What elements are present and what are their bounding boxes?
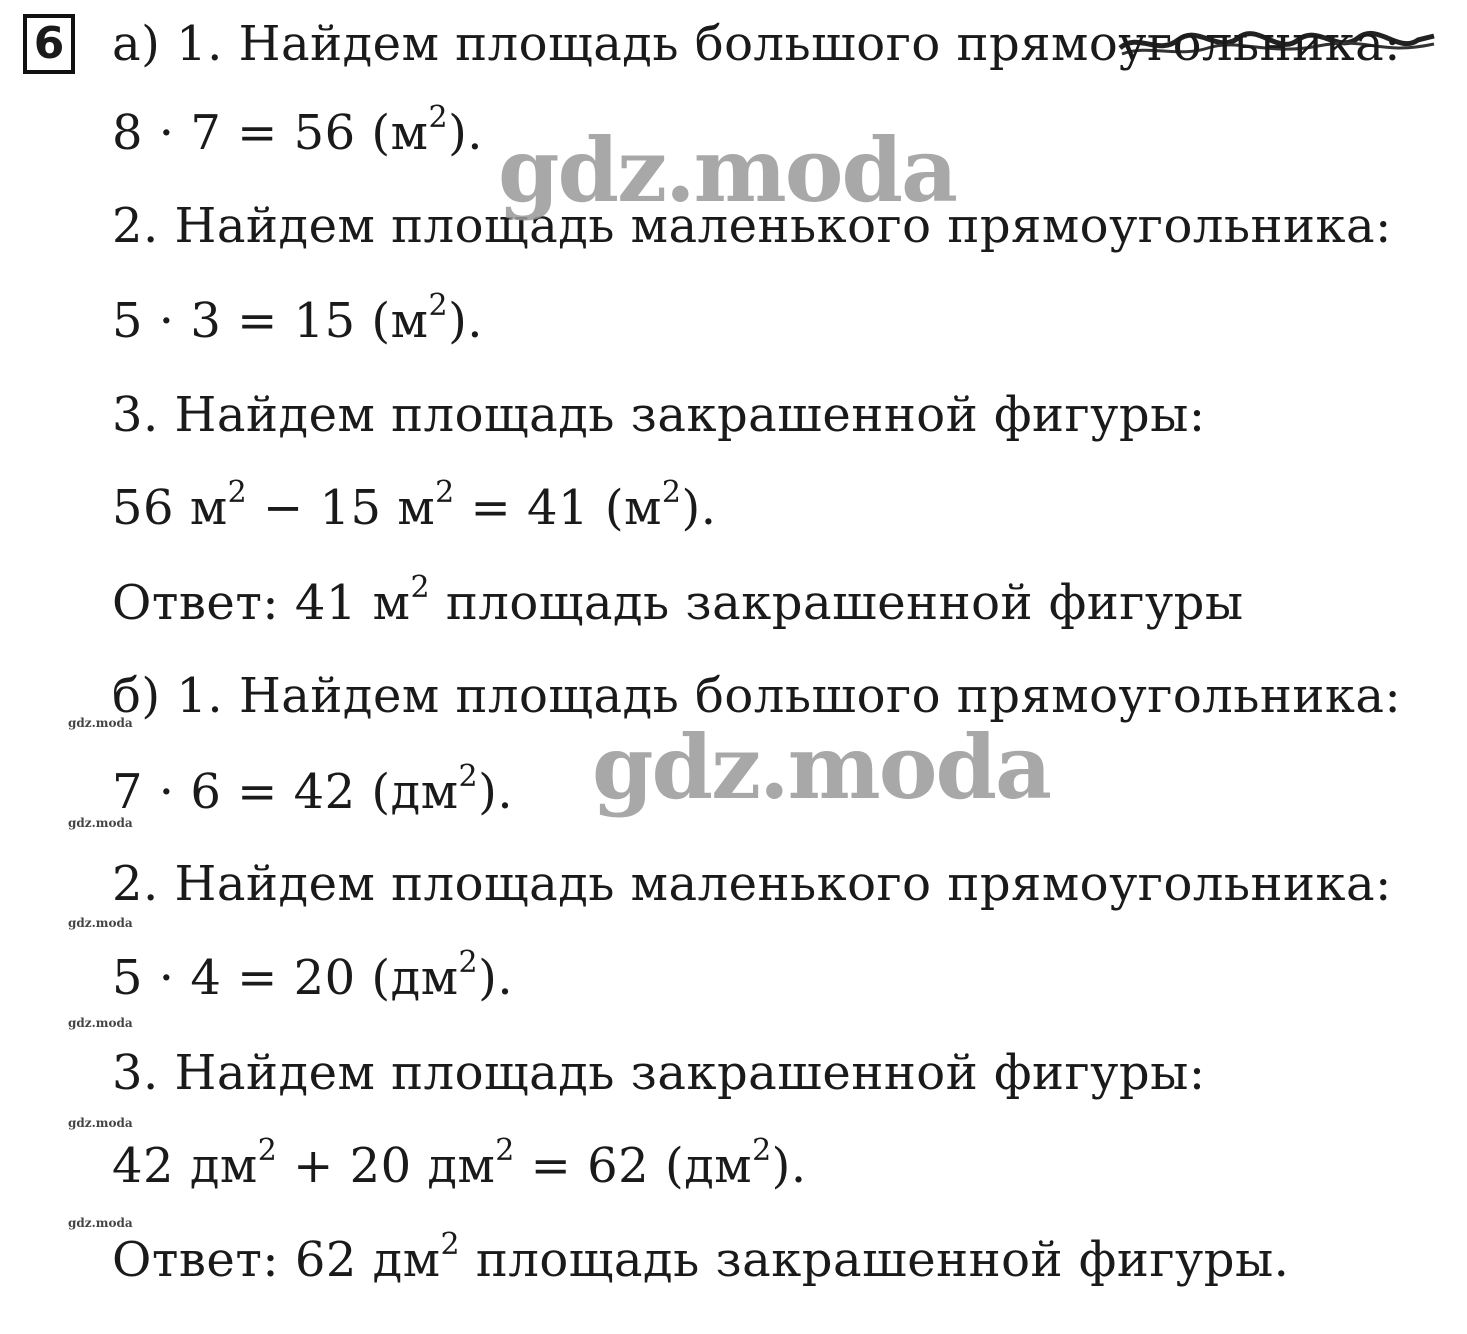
line-text: ).: [771, 1138, 807, 1194]
line-text: + 20 дм: [277, 1138, 496, 1194]
superscript: 2: [661, 475, 682, 510]
superscript: 2: [428, 288, 449, 323]
superscript: 2: [435, 475, 455, 510]
line-text: ).: [478, 950, 514, 1006]
solution-line: [112, 14, 1401, 74]
superscript: 2: [257, 1133, 278, 1168]
solution-line: [112, 854, 1392, 914]
line-text: ).: [448, 293, 484, 349]
line-text: 56 м: [112, 480, 228, 536]
line-text: Ответ: 62 дм: [112, 1232, 441, 1288]
line-text: 2. Найдем площадь маленького прямоугольника:: [112, 856, 1392, 912]
line-text: 42 дм: [112, 1138, 258, 1194]
line-text: 5 · 3 = 15 (м: [112, 293, 429, 349]
watermark-small: gdz.moda: [68, 1016, 133, 1030]
solution-line: [112, 1227, 1290, 1290]
line-text: = 41 (м: [454, 480, 662, 536]
watermark: gdz.moda: [592, 715, 1051, 819]
line-text: Ответ: 41 м: [112, 575, 411, 631]
watermark-small: gdz.moda: [68, 716, 133, 730]
watermark-small: gdz.moda: [68, 1116, 133, 1130]
solution-line: [112, 288, 484, 351]
line-text: ).: [681, 480, 717, 536]
superscript: 2: [458, 759, 479, 794]
solution-line: [112, 1043, 1206, 1103]
line-text: − 15 м: [247, 480, 436, 536]
solution-line: [112, 759, 514, 822]
superscript: 2: [410, 570, 431, 605]
watermark-small: gdz.moda: [68, 1216, 133, 1230]
solution-line: [112, 570, 1244, 633]
line-text: 5 · 4 = 20 (дм: [112, 950, 459, 1006]
superscript: 2: [752, 1133, 772, 1168]
solution-line: [112, 475, 717, 538]
line-text: площадь закрашенной фигуры: [430, 575, 1244, 631]
solution-line: [112, 945, 514, 1008]
line-text: площадь закрашенной фигуры.: [460, 1232, 1290, 1288]
line-text: 3. Найдем площадь закрашенной фигуры:: [112, 1045, 1206, 1101]
line-text: 8 · 7 = 56 (м: [112, 105, 429, 161]
line-text: б) 1. Найдем площадь большого прямоугольника:: [112, 668, 1402, 724]
superscript: 2: [440, 1227, 461, 1262]
superscript: 2: [495, 1133, 515, 1168]
superscript: 2: [458, 945, 479, 980]
line-text: 2. Найдем площадь маленького прямоугольника:: [112, 198, 1392, 254]
line-text: ).: [478, 764, 514, 820]
superscript: 2: [227, 475, 248, 510]
solution-line: [112, 1133, 807, 1196]
superscript: 2: [428, 100, 449, 135]
line-text: = 62 (дм: [514, 1138, 753, 1194]
watermark: gdz.moda: [498, 118, 957, 222]
line-text: 7 · 6 = 42 (дм: [112, 764, 459, 820]
line-text: а) 1. Найдем площадь большого прямоугольника:: [112, 16, 1401, 72]
watermark-small: gdz.moda: [68, 916, 133, 930]
solution-line: [112, 385, 1206, 445]
task-number: 6: [23, 14, 75, 74]
line-text: 3. Найдем площадь закрашенной фигуры:: [112, 387, 1206, 443]
solution-line: [112, 100, 484, 163]
line-text: ).: [448, 105, 484, 161]
watermark-small: gdz.moda: [68, 816, 133, 830]
